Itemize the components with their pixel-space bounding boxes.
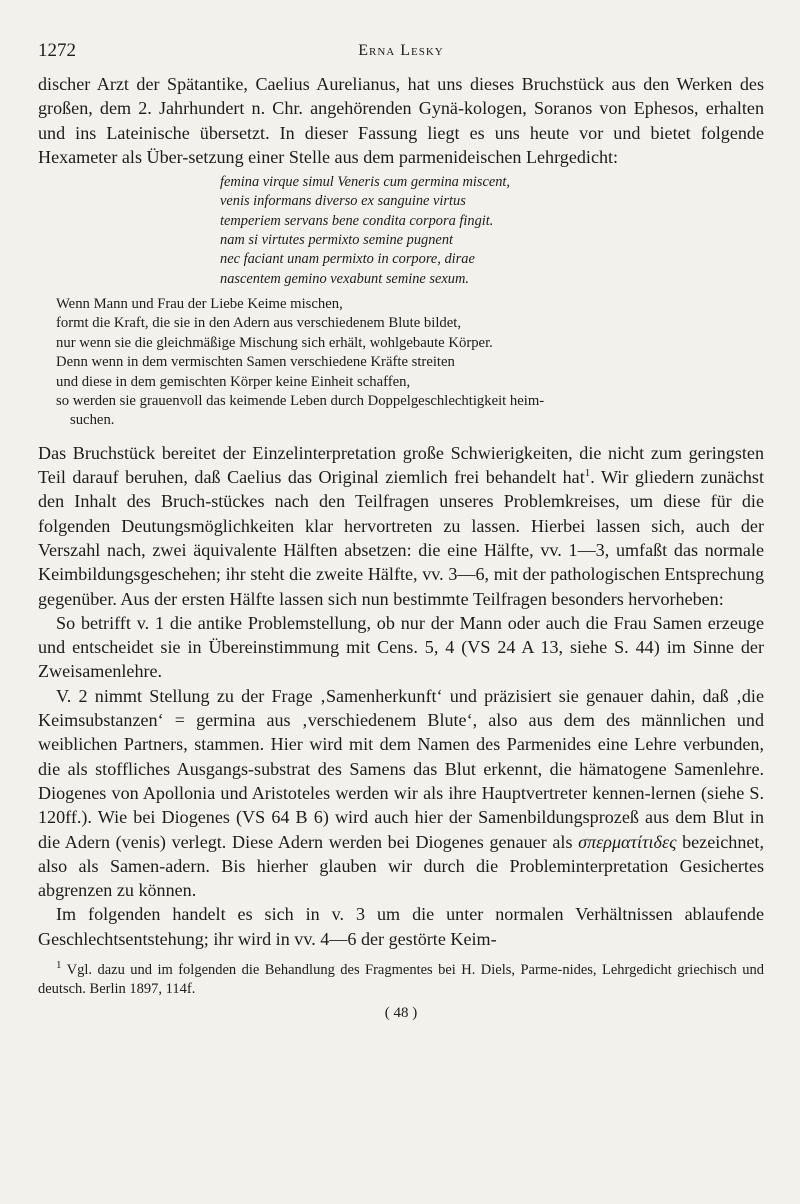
folio-number: ( 48 ) <box>384 1005 418 1022</box>
verse-line: nam si virtutes permixto semine pugnent <box>220 232 454 249</box>
translation-line: so werden sie grauenvoll das keimende Leben durch Doppelgeschlechtigkeit heim- <box>56 393 545 409</box>
translation-line: suchen. <box>70 412 115 429</box>
footnote-number: 1 <box>56 959 62 972</box>
paragraph-text: V. 2 nimmt Stellung zu der Frage ‚Samenherkunft‘ und präzisiert sie genauer dahin, daß ‚die Keimsubstanzen‘ = germina aus ‚verschiedenem Blute‘, also aus dem des männlichen und weiblichen Partners, stammen. Hier wird mit dem Namen des Parmenides eine Lehre verbunden, die als stoffliches Ausgangs-substrat des Samens das Blut erkennt, die hämatogene Samenlehre. Diogenes von Apollonia und Aristoteles werden wir als ihre Hauptvertreter kennen-lernen (siehe S. 120ff.). Wie bei Diogenes (VS 64 B 6) wird auch hier der Samenbildungsprozeß aus dem Blut in die Adern (venis) verlegt. Diese Adern werden bei Diogenes genauer als <box>38 685 764 852</box>
verse-line: femina virque simul Veneris cum germina miscent, <box>220 174 511 191</box>
verse-line: temperiem servans bene condita corpora fingit. <box>220 212 494 229</box>
paragraph-intro: discher Arzt der Spätantike, Caelius Aurelianus, hat uns dieses Bruchstück aus den Werken des großen, dem 2. Jahrhundert n. Chr. angehörenden Gynä-kologen, Soranos von Ephesos, erhalten und ins Lateinische übersetzt. In dieser Fassung liegt es uns heute vor und bietet folgende Hexameter als Über-setzung einer Stelle aus dem parmenideischen Lehrgedicht: <box>38 74 764 167</box>
footnote-marker[interactable]: 1 <box>584 467 591 480</box>
latin-verse-quote <box>220 173 764 289</box>
paragraph-verse-1: So betrifft v. 1 die antike Problemstellung, ob nur der Mann oder auch die Frau Samen erzeuge und entscheidet sie in Übereinstimmung mit Cens. 5, 4 (VS 24 A 13, siehe S. 44) im Sinne der Zweisamenlehre. <box>38 612 764 682</box>
paragraph-fragment-analysis <box>38 441 764 611</box>
paragraph-text: bezeichnet, also als Samen-adern. Bis hierher glauben wir durch die Probleminterpretation Gesichertes abgrenzen zu können. <box>38 831 764 901</box>
verse-line: venis informans diverso ex sanguine virtus <box>220 193 466 210</box>
translation-line: Wenn Mann und Frau der Liebe Keime mischen, <box>56 295 343 312</box>
translation-line: nur wenn sie die gleichmäßige Mischung sich erhält, wohlgebaute Körper. <box>56 334 493 351</box>
body-text <box>38 72 764 951</box>
book-page <box>38 40 764 1022</box>
verse-line: nascentem gemino vexabunt semine sexum. <box>220 270 469 287</box>
translation-line: Denn wenn in dem vermischten Samen verschiedene Kräfte streiten <box>56 354 455 371</box>
greek-term: σπερματίτιδες <box>578 831 677 852</box>
paragraph-verse-2 <box>38 684 764 903</box>
paragraph-text: Das Bruchstück bereitet der Einzelinterpretation große Schwierigkeiten, die nicht zum geringsten Teil darauf beruhen, daß Caelius das Original ziemlich frei behandelt hat <box>38 442 764 488</box>
footnote <box>38 961 764 999</box>
running-head: Erna Lesky <box>358 42 444 59</box>
page-header <box>38 40 764 72</box>
verse-line: nec faciant unam permixto in corpore, dirae <box>220 251 475 268</box>
paragraph-verse-3: Im folgenden handelt es sich in v. 3 um die unter normalen Verhältnissen ablaufende Geschlechtsentstehung; ihr wird in vv. 4—6 der gestörte Keim- <box>38 904 764 949</box>
page-number: 1272 <box>38 40 76 61</box>
paragraph-text: . Wir gliedern zunächst den Inhalt des Bruch-stückes nach den Teilfragen unseres Problemkreises, um diese für die folgenden Deutungsmöglichkeiten klar hervortreten zu lassen. Hierbei lassen sich, auch der Verszahl nach, zwei äquivalente Hälften absetzen: die eine Hälfte, vv. 1—3, umfaßt das normale Keimbildungsgeschehen; ihr steht die zweite Hälfte, vv. 3—6, mit der pathologischen Entsprechung gegenüber. Aus der ersten Hälfte lassen sich nun bestimmte Teilfragen besonders hervorheben: <box>38 467 764 609</box>
german-translation <box>56 295 764 431</box>
translation-line: formt die Kraft, die sie in den Adern aus verschiedenem Blute bildet, <box>56 315 462 332</box>
translation-line: und diese in dem gemischten Körper keine Einheit schaffen, <box>56 373 411 390</box>
footnote-text: Vgl. dazu und im folgenden die Behandlung des Fragmentes bei H. Diels, Parme-nides, Lehrgedicht griechisch und deutsch. Berlin 1897, 114f. <box>38 962 764 998</box>
